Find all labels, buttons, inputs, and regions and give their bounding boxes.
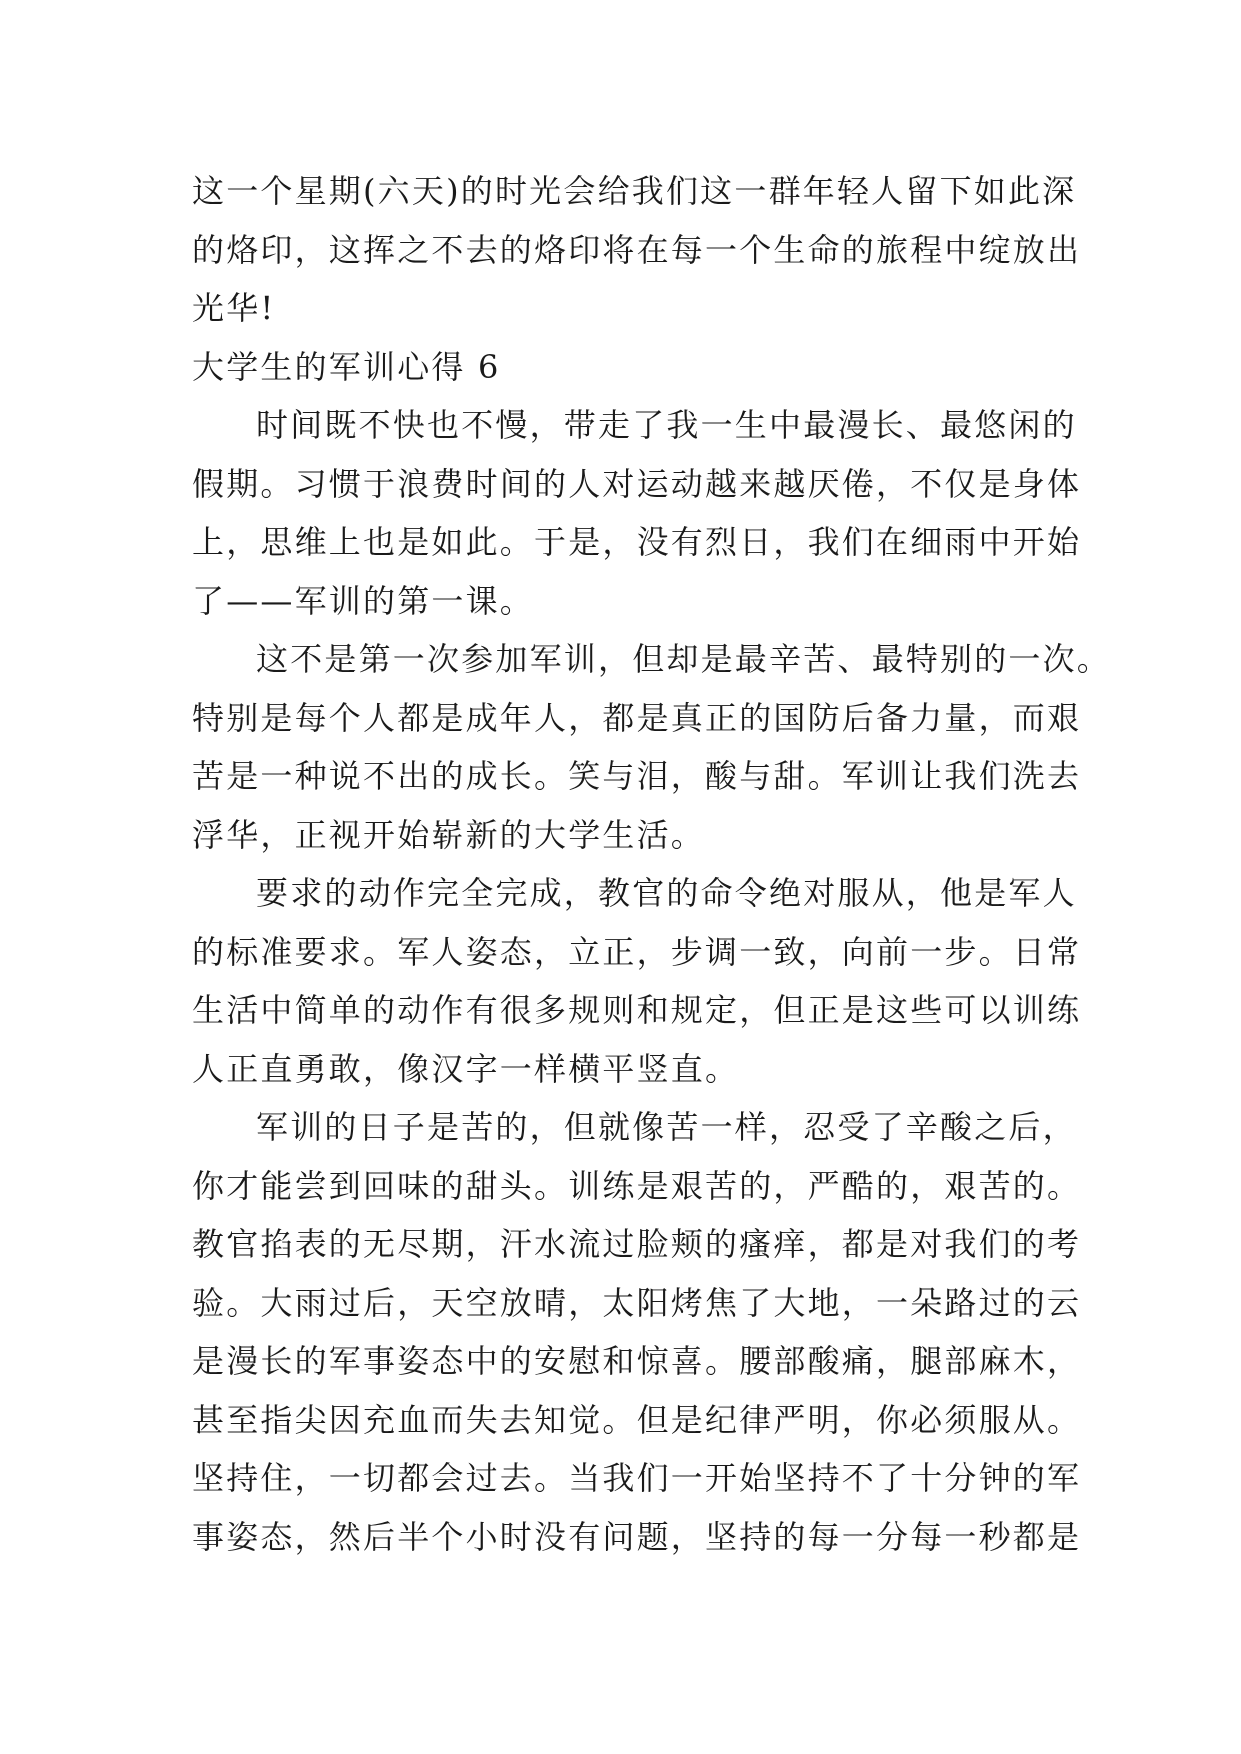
text-line: 事姿态，然后半个小时没有问题，坚持的每一分每一秒都是 <box>192 1517 1082 1556</box>
section-heading: 大学生的军训心得 6 <box>192 347 501 386</box>
text-line: 假期。习惯于浪费时间的人对运动越来越厌倦，不仅是身体 <box>192 464 1082 503</box>
text-line: 时间既不快也不慢，带走了我一生中最漫长、最悠闲的 <box>256 406 1077 444</box>
text-line: 人正直勇敢，像汉字一样横平竖直。 <box>192 1049 740 1088</box>
text-line: 甚至指尖因充血而失去知觉。但是纪律严明，你必须服从。 <box>192 1400 1082 1439</box>
text-line: 上，思维上也是如此。于是，没有烈日，我们在细雨中开始 <box>192 523 1082 561</box>
text-line: 生活中简单的动作有很多规则和规定，但正是这些可以训练 <box>192 991 1082 1029</box>
text-line: 你才能尝到回味的甜头。训练是艰苦的，严酷的，艰苦的。 <box>192 1166 1082 1205</box>
text-line: 的烙印，这挥之不去的烙印将在每一个生命的旅程中绽放出 <box>192 230 1082 269</box>
text-line: 光华! <box>192 289 276 327</box>
document-body <box>192 162 1112 1566</box>
text-line: 要求的动作完全完成，教官的命令绝对服从，他是军人 <box>256 874 1077 912</box>
text-line: 是漫长的军事姿态中的安慰和惊喜。腰部酸痛，腿部麻木， <box>192 1342 1082 1380</box>
text-line: 了——军训的第一课。 <box>192 581 535 620</box>
text-line: 军训的日子是苦的，但就像苦一样，忍受了辛酸之后， <box>256 1108 1077 1146</box>
text-line: 坚持住，一切都会过去。当我们一开始坚持不了十分钟的军 <box>192 1459 1082 1497</box>
text-line: 苦是一种说不出的成长。笑与泪，酸与甜。军训让我们洗去 <box>192 757 1082 795</box>
text-line: 教官掐表的无尽期，汗水流过脸颊的瘙痒，都是对我们的考 <box>192 1225 1082 1263</box>
text-line: 浮华，正视开始崭新的大学生活。 <box>192 815 706 854</box>
text-line: 这一个星期(六天)的时光会给我们这一群年轻人留下如此深 <box>192 172 1077 210</box>
text-line: 这不是第一次参加军训，但却是最辛苦、最特别的一次。 <box>256 640 1112 678</box>
text-line: 的标准要求。军人姿态，立正，步调一致，向前一步。日常 <box>192 932 1082 971</box>
text-line: 特别是每个人都是成年人，都是真正的国防后备力量，而艰 <box>192 698 1082 737</box>
text-line: 验。大雨过后，天空放晴，太阳烤焦了大地，一朵路过的云 <box>192 1283 1082 1322</box>
